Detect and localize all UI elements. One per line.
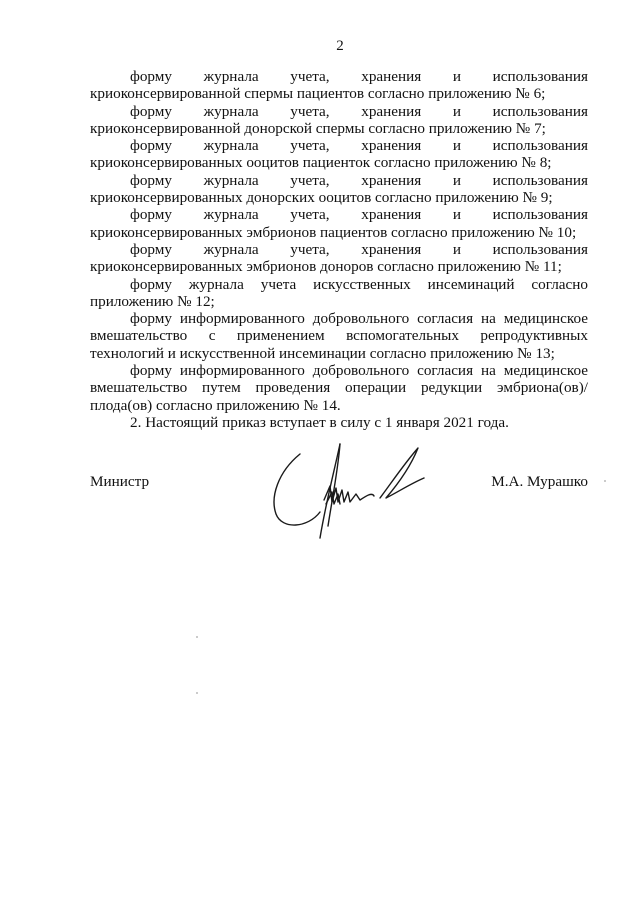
scan-artifact <box>604 480 606 482</box>
paragraph-item-11: форму журнала учета, хранения и использования криоконсервированных эмбрионов доноров согласно приложению № 11; <box>90 240 588 276</box>
paragraph-item-10: форму журнала учета, хранения и использования криоконсервированных эмбрионов пациентов согласно приложению № 10; <box>90 206 588 241</box>
paragraph-item-7: форму журнала учета, хранения и использования криоконсервированной донорской спермы согласно приложению № 7; <box>90 102 588 137</box>
signature-block <box>90 470 588 550</box>
handwritten-signature <box>268 442 438 542</box>
paragraph-item-14: форму информированного добровольного согласия на медицинское вмешательство путем проведения операции редукции эмбриона(ов)/плода(ов) согласно приложению № 14. <box>90 362 588 414</box>
signatory-title: Министр <box>90 473 150 490</box>
paragraph-item-6: форму журнала учета, хранения и использования криоконсервированной спермы пациентов согласно приложению № 6; <box>90 68 588 103</box>
scan-artifact <box>196 636 198 638</box>
page-number: 2 <box>336 38 344 54</box>
paragraph-item-13: форму информированного добровольного согласия на медицинское вмешательство с применением вспомогательных репродуктивных технологий и искусственной инсеминации согласно приложению № 13; <box>90 310 588 362</box>
scan-artifact <box>196 692 198 694</box>
order-body <box>90 68 588 431</box>
paragraph-item-12: форму журнала учета искусственных инсеминаций согласно приложению № 12; <box>90 275 588 310</box>
signatory-name: М.А. Мурашко <box>491 473 588 490</box>
paragraph-item-8: форму журнала учета, хранения и использования криоконсервированных ооцитов пациенток согласно приложению № 8; <box>90 137 588 172</box>
paragraph-item-9: форму журнала учета, хранения и использования криоконсервированных донорских ооцитов согласно приложению № 9; <box>90 171 588 207</box>
effective-date-clause: 2. Настоящий приказ вступает в силу с 1 января 2021 года. <box>130 413 509 431</box>
